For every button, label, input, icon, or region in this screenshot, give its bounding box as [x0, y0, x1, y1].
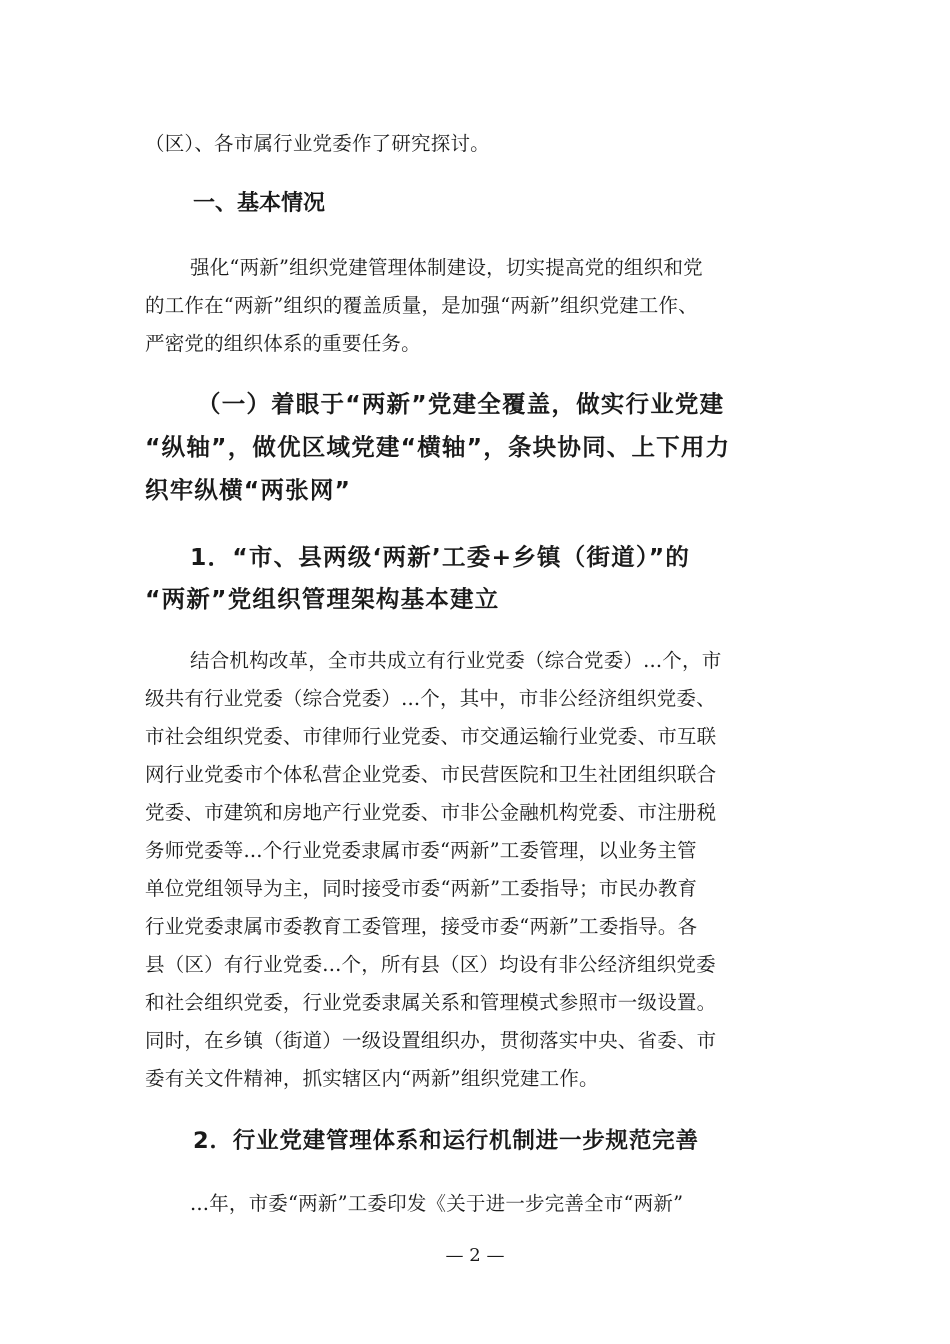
paragraph-line: 务师党委等...个行业党委隶属市委“两新”工委管理，以业务主管 — [145, 839, 697, 862]
paragraph-line: 结合机构改革，全市共成立有行业党委（综合党委）...个，市 — [190, 649, 722, 672]
paragraph-line: 市社会组织党委、市律师行业党委、市交通运输行业党委、市互联 — [145, 725, 717, 748]
intro-tail-line: （区）、各市属行业党委作了研究探讨。 — [145, 132, 490, 155]
paragraph-line: 严密党的组织体系的重要任务。 — [145, 332, 421, 355]
paragraph-line: 网行业党委市个体私营企业党委、市民营医院和卫生社团组织联合 — [145, 763, 717, 786]
item-heading: 2．行业党建管理体系和运行机制进一步规范完善 — [193, 1128, 699, 1154]
paragraph-line: 级共有行业党委（综合党委）...个，其中，市非公经济组织党委、 — [145, 687, 716, 710]
paragraph-line: ...年，市委“两新”工委印发《关于进一步完善全市“两新” — [190, 1192, 684, 1215]
paragraph-line: 行业党委隶属市委教育工委管理，接受市委“两新”工委指导。各 — [145, 915, 698, 938]
paragraph-line: 县（区）有行业党委...个，所有县（区）均设有非公经济组织党委 — [145, 953, 716, 976]
paragraph-line: 的工作在“两新”组织的覆盖质量，是加强“两新”组织党建工作、 — [145, 294, 698, 317]
subsection-heading-line: （一）着眼于“两新”党建全覆盖，做实行业党建 — [197, 390, 725, 418]
paragraph-line: 和社会组织党委，行业党委隶属关系和管理模式参照市一级设置。 — [145, 991, 717, 1014]
section-heading-basic-situation: 一、基本情况 — [193, 191, 326, 216]
item-heading-line: “两新”党组织管理架构基本建立 — [145, 585, 500, 613]
paragraph-line: 单位党组领导为主，同时接受市委“两新”工委指导；市民办教育 — [145, 877, 698, 900]
subsection-heading-line: “纵轴”，做优区域党建“横轴”，条块协同、上下用力 — [145, 433, 731, 461]
paragraph-line: 委有关文件精神，抓实辖区内“两新”组织党建工作。 — [145, 1067, 599, 1090]
page-number: — 2 — — [445, 1245, 505, 1266]
paragraph-line: 强化“两新”组织党建管理体制建设，切实提高党的组织和党 — [190, 256, 703, 279]
subsection-heading-line: 织牢纵横“两张网” — [145, 476, 352, 504]
paragraph-line: 同时，在乡镇（街道）一级设置组织办，贯彻落实中央、省委、市 — [145, 1029, 717, 1052]
paragraph-line: 党委、市建筑和房地产行业党委、市非公金融机构党委、市注册税 — [145, 801, 717, 824]
item-heading-line: 1．“市、县两级‘两新’工委+乡镇（街道）”的 — [190, 543, 691, 571]
